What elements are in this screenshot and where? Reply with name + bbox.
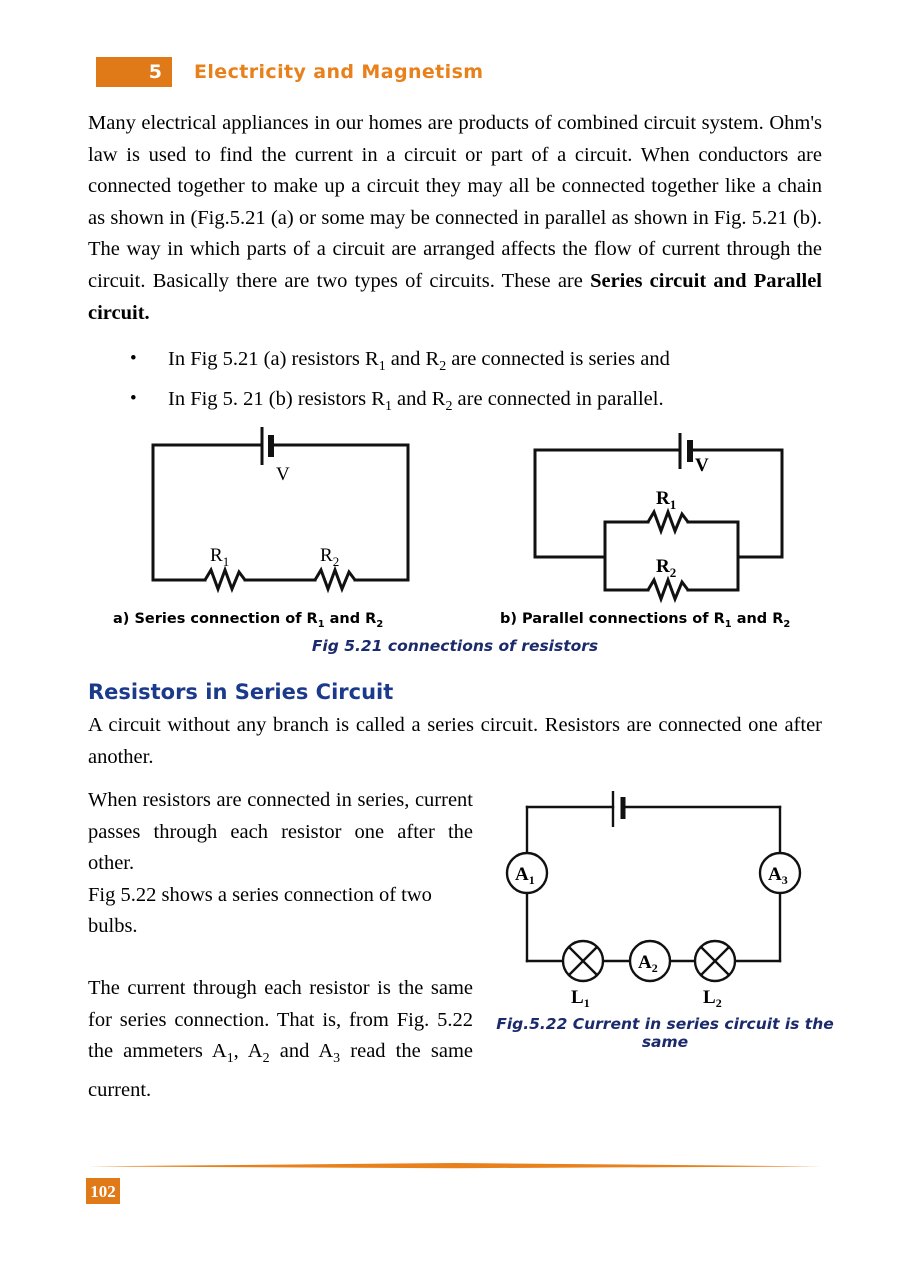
chapter-title: Electricity and Magnetism xyxy=(194,61,484,83)
figure-5-22-caption: Fig.5.22 Current in series circuit is the same xyxy=(496,1015,834,1051)
list-item-text: and R xyxy=(385,348,440,370)
series-paragraph-3-text: , A xyxy=(233,1040,263,1063)
figure-5-21b-parallel-circuit xyxy=(520,425,810,605)
series-paragraph-1: When resistors are connected in series, current passes through each resistor one after the other. xyxy=(88,789,473,875)
page-number-badge xyxy=(86,1178,120,1204)
lamp-l2-icon xyxy=(695,941,735,981)
resistor-r2-label: $R_2$ xyxy=(656,556,677,580)
resistor-r2-icon xyxy=(648,580,688,599)
caption-sub: 1 xyxy=(317,618,325,630)
resistor-r1-label: $R_1$ xyxy=(656,488,677,512)
list-item-sub: 1 xyxy=(384,399,392,415)
list-item-text: and R xyxy=(391,388,446,411)
list-item-sub: 2 xyxy=(439,359,447,375)
list-item xyxy=(130,343,822,383)
series-paragraph-3-sub: 1 xyxy=(226,1051,234,1067)
caption-sub: 2 xyxy=(376,618,384,630)
caption-sub: 1 xyxy=(724,618,732,630)
figure-5-21b-caption xyxy=(500,611,790,630)
bullet-list xyxy=(88,343,822,423)
intro-paragraph-block xyxy=(88,108,822,329)
ammeter-a1-label: $A_1$ xyxy=(515,864,535,887)
figure-5-22-series-circuit xyxy=(495,785,835,1010)
list-item-sub: 1 xyxy=(378,359,386,375)
series-paragraph-3-sub: 2 xyxy=(262,1051,270,1067)
series-paragraph-3-text: The current through each resistor is the same for series connection. That is, from Fig. 5.22 the ammeters A xyxy=(88,976,473,1063)
resistor-r1-icon xyxy=(205,570,245,589)
chapter-number: 5 xyxy=(148,60,162,83)
figure-5-21a-series-circuit xyxy=(140,425,430,605)
lamp-l2-label: $L_2$ xyxy=(703,987,722,1010)
intro-paragraph xyxy=(88,108,822,329)
series-paragraph-3-text: read the same current. xyxy=(88,1040,473,1101)
battery-icon xyxy=(680,433,690,469)
caption-text: a) Series connection of R xyxy=(113,611,318,627)
lamp-l1-label: $L_1$ xyxy=(571,987,590,1010)
list-item-text: In Fig 5. 21 (b) resistors R xyxy=(168,388,385,411)
list-item xyxy=(130,383,822,423)
series-intro-paragraph-block xyxy=(88,710,822,773)
page-header xyxy=(96,55,826,89)
section-heading-resistors-in-series: Resistors in Series Circuit xyxy=(88,680,394,704)
list-item-sub: 2 xyxy=(445,399,453,415)
caption-text: and R xyxy=(324,611,377,627)
chapter-number-badge xyxy=(96,57,172,87)
ammeter-a2-label: $A_2$ xyxy=(638,952,658,975)
parallel-circuit-svg xyxy=(520,425,810,605)
series-left-column xyxy=(88,785,473,1106)
series-circuit-ammeters-svg xyxy=(495,785,835,1010)
battery-icon xyxy=(613,791,623,827)
resistor-r1-icon xyxy=(648,512,688,531)
intro-paragraph-text: Many electrical appliances in our homes are products of combined circuit system. Ohm's law is used to find the current in a circuit or part of a circuit. When conductors are connected together to make up a circuit they may all be connected together like a chain as shown in (Fig.5.21 (a) or some may be connected in parallel as shown in Fig. 5.21 (b). The way in which parts of a circuit are arranged affects the flow of current through the circuit. Basically there are two types of circuits. These are xyxy=(88,112,822,292)
resistor-r2-icon xyxy=(315,570,355,589)
ammeter-a3-label: $A_3$ xyxy=(768,864,788,887)
figure-5-21-main-caption: Fig 5.21 connections of resistors xyxy=(311,637,599,655)
series-circuit-svg xyxy=(140,425,430,605)
figure-5-21a-caption xyxy=(113,611,383,630)
footer-rule xyxy=(88,1163,822,1169)
resistor-r2-label: $R_2$ xyxy=(320,545,340,569)
list-item-text: are connected in parallel. xyxy=(452,388,664,411)
bullet-list-block xyxy=(88,341,822,423)
series-paragraph-3-sub: 3 xyxy=(333,1051,341,1067)
battery-label: V xyxy=(695,455,709,476)
page-number: 102 xyxy=(90,1181,116,1201)
resistor-r1-label: $R_1$ xyxy=(210,545,230,569)
caption-text: and R xyxy=(731,611,784,627)
intro-paragraph-bold: Series circuit and Parallel circuit. xyxy=(88,269,822,324)
series-paragraph-3-text: and A xyxy=(269,1040,334,1063)
caption-sub: 2 xyxy=(783,618,791,630)
series-intro-paragraph: A circuit without any branch is called a series circuit. Resistors are connected one after another. xyxy=(88,714,822,768)
battery-label: V xyxy=(276,464,290,485)
caption-text: b) Parallel connections of R xyxy=(500,611,725,627)
series-paragraph-2: Fig 5.22 shows a series connection of two bulbs. xyxy=(88,883,432,938)
battery-icon xyxy=(262,427,271,465)
lamp-l1-icon xyxy=(563,941,603,981)
list-item-text: In Fig 5.21 (a) resistors R xyxy=(168,348,379,370)
series-paragraph-3 xyxy=(88,973,473,1106)
list-item-text: are connected is series and xyxy=(446,348,670,370)
